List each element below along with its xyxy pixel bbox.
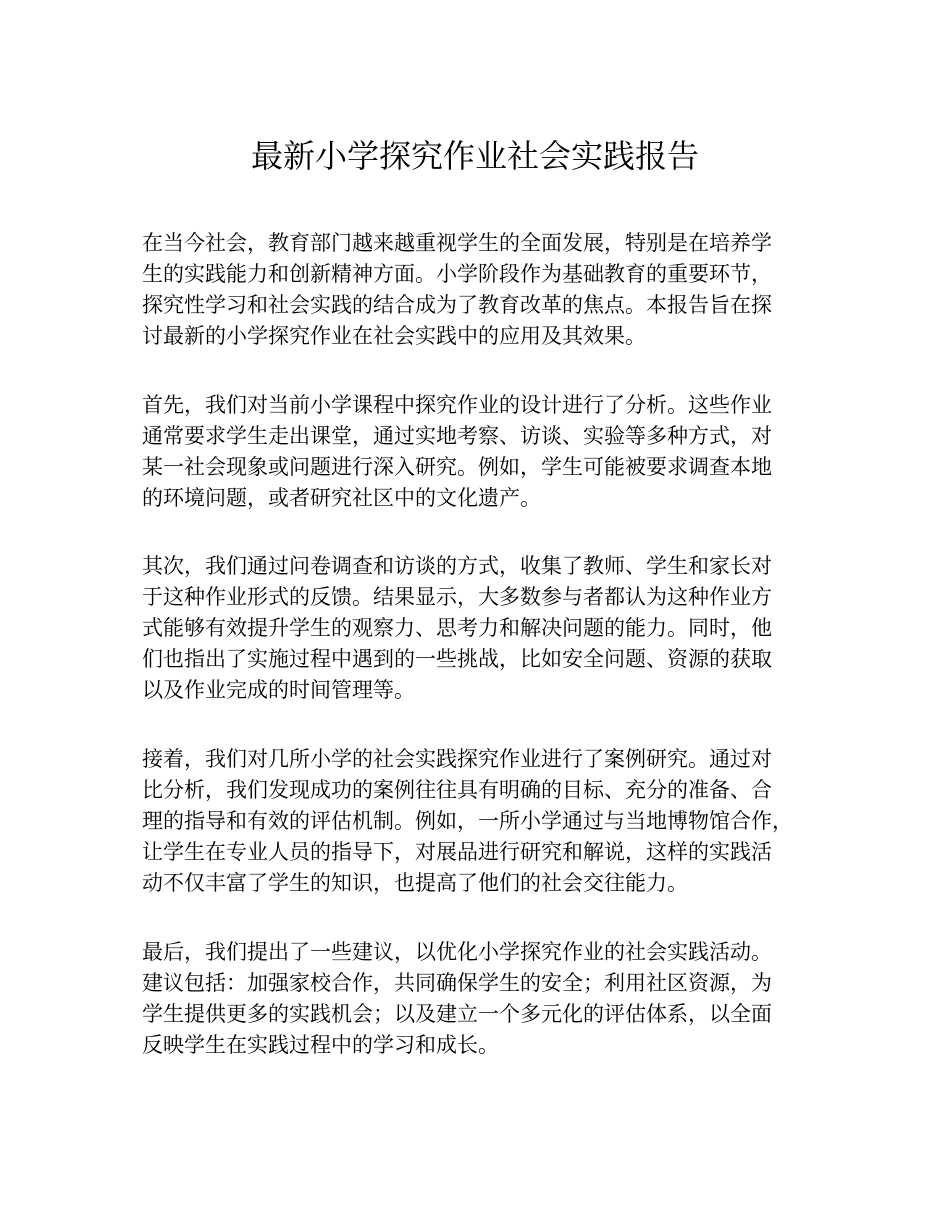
paragraph-line: 们也指出了实施过程中遇到的一些挑战，比如安全问题、资源的获取 [142,647,772,671]
paragraph-recommendations [142,937,832,1061]
paragraph-line: 某一社会现象或问题进行深入研究。例如，学生可能被要求调查本地 [142,455,772,479]
paragraph-line: 理的指导和有效的评估机制。例如，一所小学通过与当地博物馆合作， [142,809,793,833]
paragraph-introduction [142,228,832,352]
paragraph-line: 探究性学习和社会实践的结合成为了教育改革的焦点。本报告旨在探 [142,293,772,317]
paragraph-line: 以及作业完成的时间管理等。 [142,678,415,702]
document-title: 最新小学探究作业社会实践报告 [250,137,699,175]
paragraph-feedback [142,551,832,706]
paragraph-line: 接着，我们对几所小学的社会实践探究作业进行了案例研究。通过对 [142,747,772,771]
paragraph-line: 动不仅丰富了学生的知识，也提高了他们的社会交往能力。 [142,871,688,895]
paragraph-line: 其次，我们通过问卷调查和访谈的方式，收集了教师、学生和家长对 [142,554,772,578]
paragraph-line: 反映学生在实践过程中的学习和成长。 [142,1033,499,1057]
paragraph-line: 生的实践能力和创新精神方面。小学阶段作为基础教育的重要环节， [142,262,772,286]
paragraph-line: 建议包括：加强家校合作，共同确保学生的安全；利用社区资源，为 [142,971,772,995]
paragraph-line: 于这种作业形式的反馈。结果显示，大多数参与者都认为这种作业方 [142,585,772,609]
paragraph-line: 学生提供更多的实践机会；以及建立一个多元化的评估体系，以全面 [142,1002,772,1026]
paragraph-line: 讨最新的小学探究作业在社会实践中的应用及其效果。 [142,324,646,348]
paragraph-line: 的环境问题，或者研究社区中的文化遗产。 [142,486,541,510]
paragraph-line: 式能够有效提升学生的观察力、思考力和解决问题的能力。同时，他 [142,616,772,640]
paragraph-line: 通常要求学生走出课堂，通过实地考察、访谈、实验等多种方式，对 [142,424,772,448]
paragraph-line: 首先，我们对当前小学课程中探究作业的设计进行了分析。这些作业 [142,393,772,417]
paragraph-line: 最后，我们提出了一些建议，以优化小学探究作业的社会实践活动。 [142,940,772,964]
paragraph-line: 比分析，我们发现成功的案例往往具有明确的目标、充分的准备、合 [142,778,772,802]
paragraph-design-analysis [142,390,832,514]
paragraph-line: 让学生在专业人员的指导下，对展品进行研究和解说，这样的实践活 [142,840,772,864]
paragraph-line: 在当今社会，教育部门越来越重视学生的全面发展，特别是在培养学 [142,231,772,255]
paragraph-case-study [142,744,832,899]
